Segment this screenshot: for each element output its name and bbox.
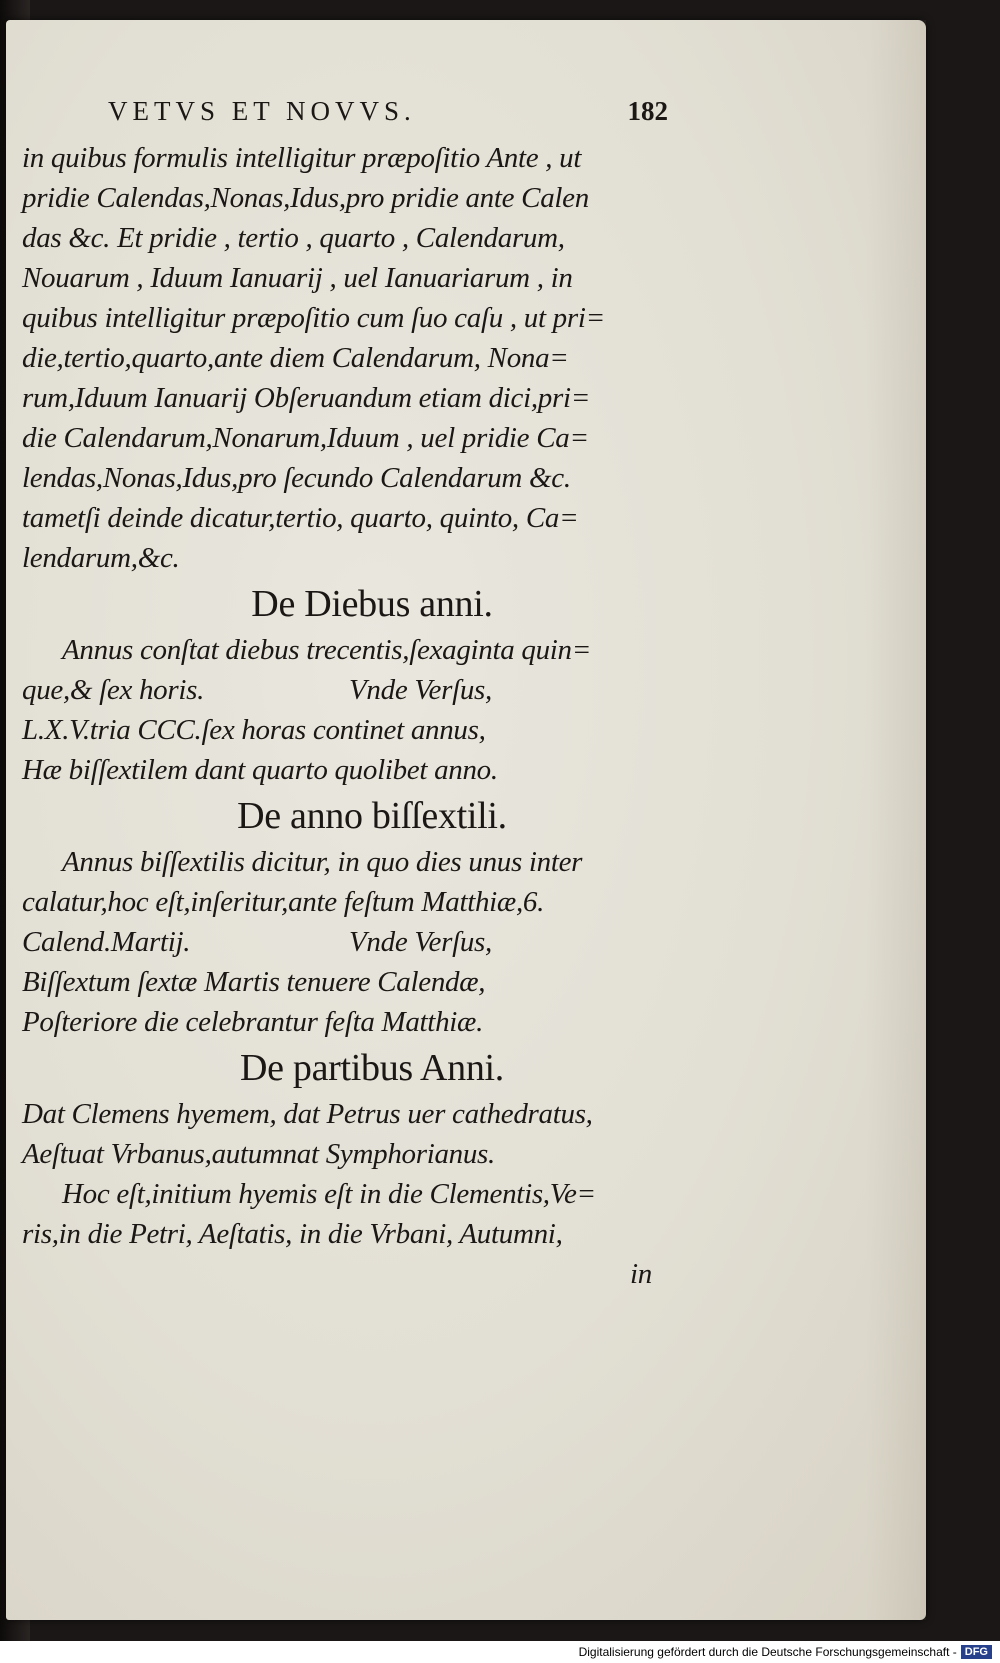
- verse-line: Poſteriore die celebrantur feſta Matthiæ.: [22, 1006, 484, 1038]
- verse-line: Aeſtuat Vrbanus,autumnat Symphorianus.: [22, 1138, 495, 1170]
- text-line: Annus conſtat diebus trecentis,ſexaginta quin=: [62, 634, 592, 666]
- digitization-credit: Digitalisierung gefördert durch die Deutsche Forschungsgemeinschaft -: [578, 1645, 957, 1659]
- page-number: 182: [627, 96, 668, 126]
- text-line: [22, 670, 492, 710]
- text-line: Nouarum , Iduum Ianuarij , uel Ianuariarum , in: [22, 262, 573, 294]
- section-heading-partibus: De partibus Anni.: [239, 1047, 505, 1089]
- text-line: calatur,hoc eſt,inſeritur,ante feſtum Matthiæ,6.: [22, 886, 545, 918]
- text-fragment: Vnde Verſus,: [349, 926, 492, 958]
- book-page: [6, 20, 926, 1620]
- digitization-credit-bar: [0, 1641, 1000, 1663]
- text-line: das &c. Et pridie , tertio , quarto , Calendarum,: [22, 222, 565, 254]
- text-line: quibus intelligitur præpoſitio cum ſuo caſu , ut pri=: [22, 302, 605, 334]
- verse-line: Hæ biſſextilem dant quarto quolibet anno.: [22, 754, 498, 786]
- text-line: Hoc eſt,initium hyemis eſt in die Clementis,Ve=: [62, 1178, 596, 1210]
- verse-line: L.X.V.tria CCC.ſex horas continet annus,: [22, 714, 486, 746]
- verse-line: Biſſextum ſextæ Martis tenuere Calendæ,: [22, 966, 486, 998]
- dfg-logo: DFG: [961, 1645, 992, 1659]
- text-line: Annus biſſextilis dicitur, in quo dies unus inter: [62, 846, 583, 878]
- text-line: die,tertio,quarto,ante diem Calendarum, Nona=: [22, 342, 569, 374]
- text-line: [22, 922, 492, 962]
- catchword: in: [630, 1258, 652, 1290]
- verse-line: Dat Clemens hyemem, dat Petrus uer cathedratus,: [22, 1098, 593, 1130]
- text-line: in quibus formulis intelligitur præpoſitio Ante , ut: [22, 142, 582, 174]
- text-fragment: Calend.Martij.: [22, 926, 191, 958]
- text-fragment: que,& ſex horis.: [22, 674, 205, 706]
- text-line: tametſi deinde dicatur,tertio, quarto, quinto, Ca=: [22, 502, 579, 534]
- page-text: [22, 138, 672, 1294]
- text-line: pridie Calendas,Nonas,Idus,pro pridie ante Calen: [22, 182, 589, 214]
- text-line: rum,Iduum Ianuarij Obſeruandum etiam dici,pri=: [22, 382, 591, 414]
- section-heading-bissextili: De anno biſſextili.: [237, 795, 507, 837]
- text-fragment: Vnde Verſus,: [349, 674, 492, 706]
- text-line: ris,in die Petri, Aeſtatis, in die Vrbani, Autumni,: [22, 1218, 563, 1250]
- text-line: lendas,Nonas,Idus,pro ſecundo Calendarum &c.: [22, 462, 571, 494]
- text-line: die Calendarum,Nonarum,Iduum , uel pridie Ca=: [22, 422, 589, 454]
- text-line: lendarum,&c.: [22, 542, 180, 574]
- section-heading-diebus: De Diebus anni.: [251, 583, 493, 625]
- running-head: [108, 96, 668, 127]
- running-head-title: VETVS ET NOVVS.: [108, 96, 416, 126]
- paragraph-1: [22, 138, 672, 578]
